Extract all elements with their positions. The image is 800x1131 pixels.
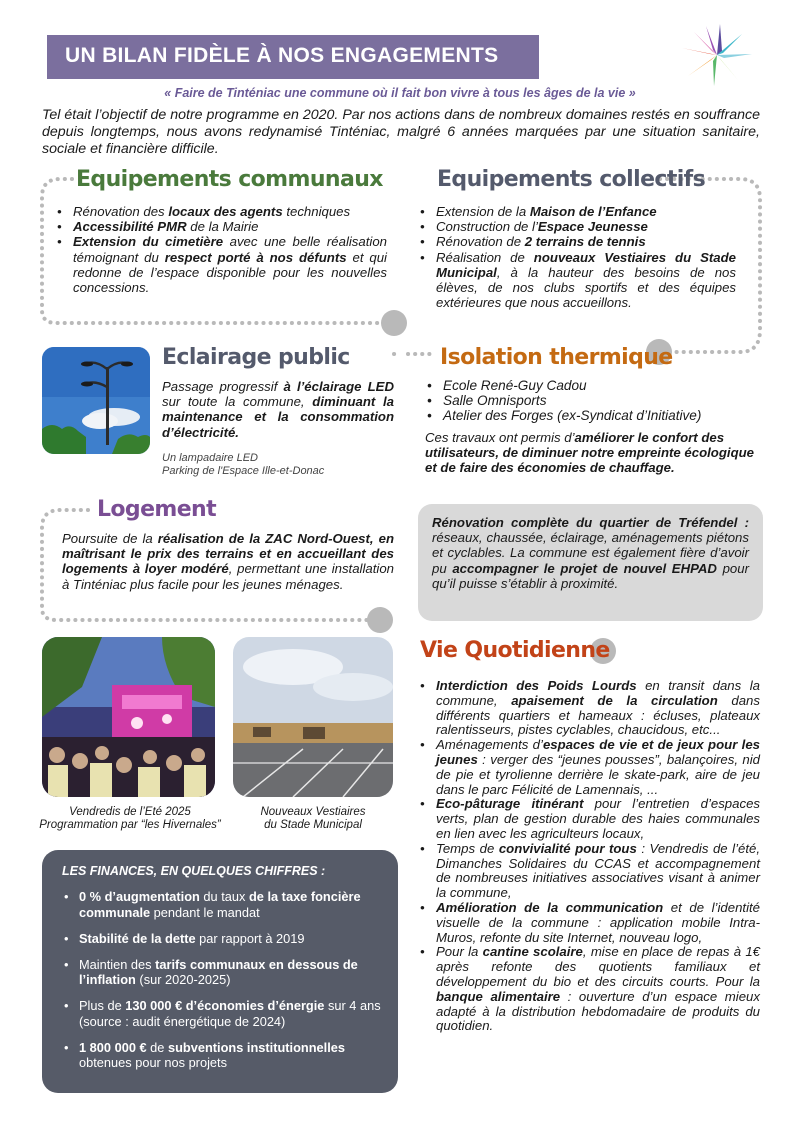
text-segment: : Vendredis de l’été, Dimanches Solidaires du CCAS et accompagnement de nombreuses initiatives associatives visant à animer la commune, [436,840,760,901]
bold-text: banque alimentaire [436,988,561,1004]
slogan-quote: « Faire de Tinténiac une commune où il fait bon vivre à tous les âges de la vie » [164,86,636,100]
bold-text: Extension du cimetière [73,234,224,250]
text-segment: et de l’identité visuelle de la commune : application mobile Intra-Muros, refonte du site Internet, nouveau logo, [436,899,761,945]
bold-text: 0 % d’augmentation [79,889,200,904]
vestiaires-caption-line-2: du Stade Municipal [264,819,362,831]
bold-text: apaisement de la circulation [511,692,718,708]
text-segment: Passage progressif [162,379,284,394]
eclairage-caption-line-1: Un lampadaire LED [162,452,258,464]
list-item [55,219,387,234]
list-item [418,945,760,1034]
list-item [418,204,736,219]
text-segment: Rénovation des [73,204,169,219]
bold-text: à l’éclairage LED [283,379,394,394]
text-segment: , à la hauteur des besoins de nos élèves, de nos clubs sportifs et des équipes extérieures que nous accueillons. [436,264,736,311]
bold-text: respect porté à nos défunts [164,249,347,265]
bold-text: diminuant la maintenance et la consommation d’électricité. [162,394,394,440]
list-item: • Atelier des Forges (ex-Syndicat d’Initiative) [425,408,755,423]
bold-text: de la taxe foncière communale [79,889,361,920]
text-segment: avec une belle réalisation témoignant du [73,234,387,265]
bold-text: 1 800 000 € [79,1039,147,1055]
list-item [55,204,387,219]
bold-text: Accessibilité PMR [73,219,187,235]
bold-text: cantine scolaire [482,944,583,960]
bold-text: Stabilité de la dette [79,930,196,946]
bold-text: Maison de l’Enfance [529,204,657,219]
text-segment: obtenues pour nos projets [79,1055,227,1070]
list-item [418,219,736,234]
bold-text: Eco-pâturage itinérant [436,796,584,812]
text-segment: Construction de l’ [436,219,538,235]
list-item [418,250,736,311]
bold-text: Rénovation complète du quartier de Tréfendel : [432,515,749,530]
text-segment: de [146,1039,168,1055]
text-segment: de la Mairie [186,219,259,235]
bold-text: convivialité pour tous [498,840,637,856]
text-segment: Réalisation de [436,249,534,265]
page-title: UN BILAN FIDÈLE À NOS ENGAGEMENTS [65,44,499,67]
list-item [62,889,382,920]
vestiaires-caption-line-1: Nouveaux Vestiaires [260,806,366,818]
vestiaires-caption [233,806,393,832]
bold-text: tarifs communaux en dessous de l’inflation [79,956,358,987]
finances-box [42,850,398,1093]
text-segment: , permettant une installation à Tinténiac plus facile pour les jeunes ménages. [62,561,395,592]
text-segment: pour qu’il puisse s’établir à proximité. [432,560,749,591]
list-item: • Salle Omnisports [425,393,755,408]
concert-caption [30,806,230,832]
text-segment: pour l’entretien d’espaces verts, plan de gestion durable des haies communales en lien avec les agriculteurs locaux, [436,796,760,841]
list-item: • Ecole René-Guy Cadou [425,378,755,393]
text-segment: Extension de la [436,204,530,219]
text-segment: : verger des “jeunes pousses”, balançoires, nid de pie et tyrolienne derrière le skate-park, aire de jeu dans le parc Félicité de Lamennais, ... [436,751,760,797]
text-segment: du taux [199,889,249,904]
text-segment: Ces travaux ont permis d’ [425,430,575,445]
list-item [55,234,387,295]
bold-text: Amélioration de la communication [436,899,664,915]
section-title-isolation: Isolation thermique [440,345,673,370]
intro-paragraph: Tel était l’objectif de notre programme en 2020. Par nos actions dans de nombreux domaines restés en souffrance depuis longtemps, nous avons redynamisé Tinténiac, malgré 6 années marquées par une situation sanitaire, sociale et financière difficile. [42,107,760,157]
text-segment: Poursuite de la [62,531,158,546]
section-title-logement: Logement [97,497,217,522]
list-item [418,842,760,901]
text-segment: Temps de [436,840,499,856]
list-item [418,234,736,249]
equipements-communaux-list [55,204,387,295]
text-segment: Aménagements d’ [436,737,543,753]
list-item [418,738,760,797]
vestiaires-photo [233,637,393,797]
text-segment: et qui redonne de l’espace disponible pour les nouvelles concessions. [73,249,387,296]
text-segment: réseaux, chaussée, éclairage, aménagements piétons et cyclables. La commune est également fière d’avoir pu [432,530,749,576]
bold-text: Interdiction des Poids Lourds [436,678,637,693]
list-item [62,957,382,988]
text-segment: par rapport à 2019 [195,930,305,946]
text-segment: pendant le mandat [150,904,260,920]
section-title-equipements-collectifs: Equipements collectifs [437,167,706,192]
text-segment: techniques [282,204,351,219]
isolation-list [425,378,755,424]
bold-text: 2 terrains de tennis [524,234,646,250]
text-segment: sur 4 ans (source : audit énergétique de 2024) [79,998,381,1029]
bold-text: espaces de vie et de jeux pour les jeunes [436,737,760,767]
text-segment: Plus de [79,998,126,1013]
bold-text: Espace Jeunesse [537,219,648,235]
connector-dot [381,310,407,336]
text-segment: sur toute la commune, [162,394,313,410]
list-item [418,901,760,945]
text-segment: dans différents quartiers et hameaux : écluses, plateaux ralentisseurs, pistes cyclables, chaucidous, etc... [436,692,760,738]
connector-dot [367,607,393,633]
section-title-equipements-communaux: Equipements communaux [76,167,383,192]
equipements-collectifs-list [418,204,736,310]
text-segment: Pour la [436,944,483,960]
bold-text: améliorer le confort des utilisateurs, de diminuer notre empreinte écologique et de faire des économies de chauffage. [425,430,755,476]
vie-quotidienne-list [418,679,760,1034]
bold-text: réalisation de la ZAC Nord-Ouest, en maîtrisant le prix des terrains et en accueillant des logements à loyer modéré [62,531,394,577]
bold-text: subventions institutionnelles [167,1039,346,1055]
section-title-eclairage: Eclairage public [162,345,350,370]
trefendel-box [418,504,763,621]
text-segment: Rénovation de [436,234,525,250]
text-segment: en transit dans la commune, [436,678,760,708]
section-title-vie-quotidienne: Vie Quotidienne [420,638,610,663]
logement-text [62,531,394,592]
text-segment: : ouverture d’un espace mieux adapté à la distribution hebdomadaire de produits du quotidien. [436,988,760,1034]
text-segment: , mise en place de repas à 1€ après refonte des quotients familiaux et développement du bio et des circuits courts. Pour la [436,944,761,989]
bold-text: nouveaux Vestiaires du Stade Municipal [436,249,736,280]
concert-caption-line-2: Programmation par “les Hivernales” [39,819,221,831]
list-item [62,998,382,1029]
list-item [418,797,760,841]
concert-caption-line-1: Vendredis de l’Eté 2025 [69,806,191,818]
text-segment: Maintien des [79,956,156,972]
finances-title: LES FINANCES, EN QUELQUES CHIFFRES : [62,864,326,878]
eclairage-text [162,379,394,440]
bold-text: accompagner le projet de nouvel EHPAD [452,560,717,576]
eclairage-caption [162,452,324,478]
list-item [62,1040,382,1071]
list-item [418,679,760,738]
bold-text: locaux des agents [168,204,283,219]
finances-list [62,889,382,1071]
bold-text: 130 000 € d’économies d’énergie [125,998,325,1013]
eclairage-caption-line-2: Parking de l'Espace Ille-et-Donac [162,465,325,477]
concert-photo [42,637,215,797]
list-item [62,931,382,947]
trefendel-text [432,515,749,591]
text-segment: (sur 2020-2025) [135,972,231,987]
isolation-text [425,430,760,476]
led-streetlamp-photo [42,347,150,454]
